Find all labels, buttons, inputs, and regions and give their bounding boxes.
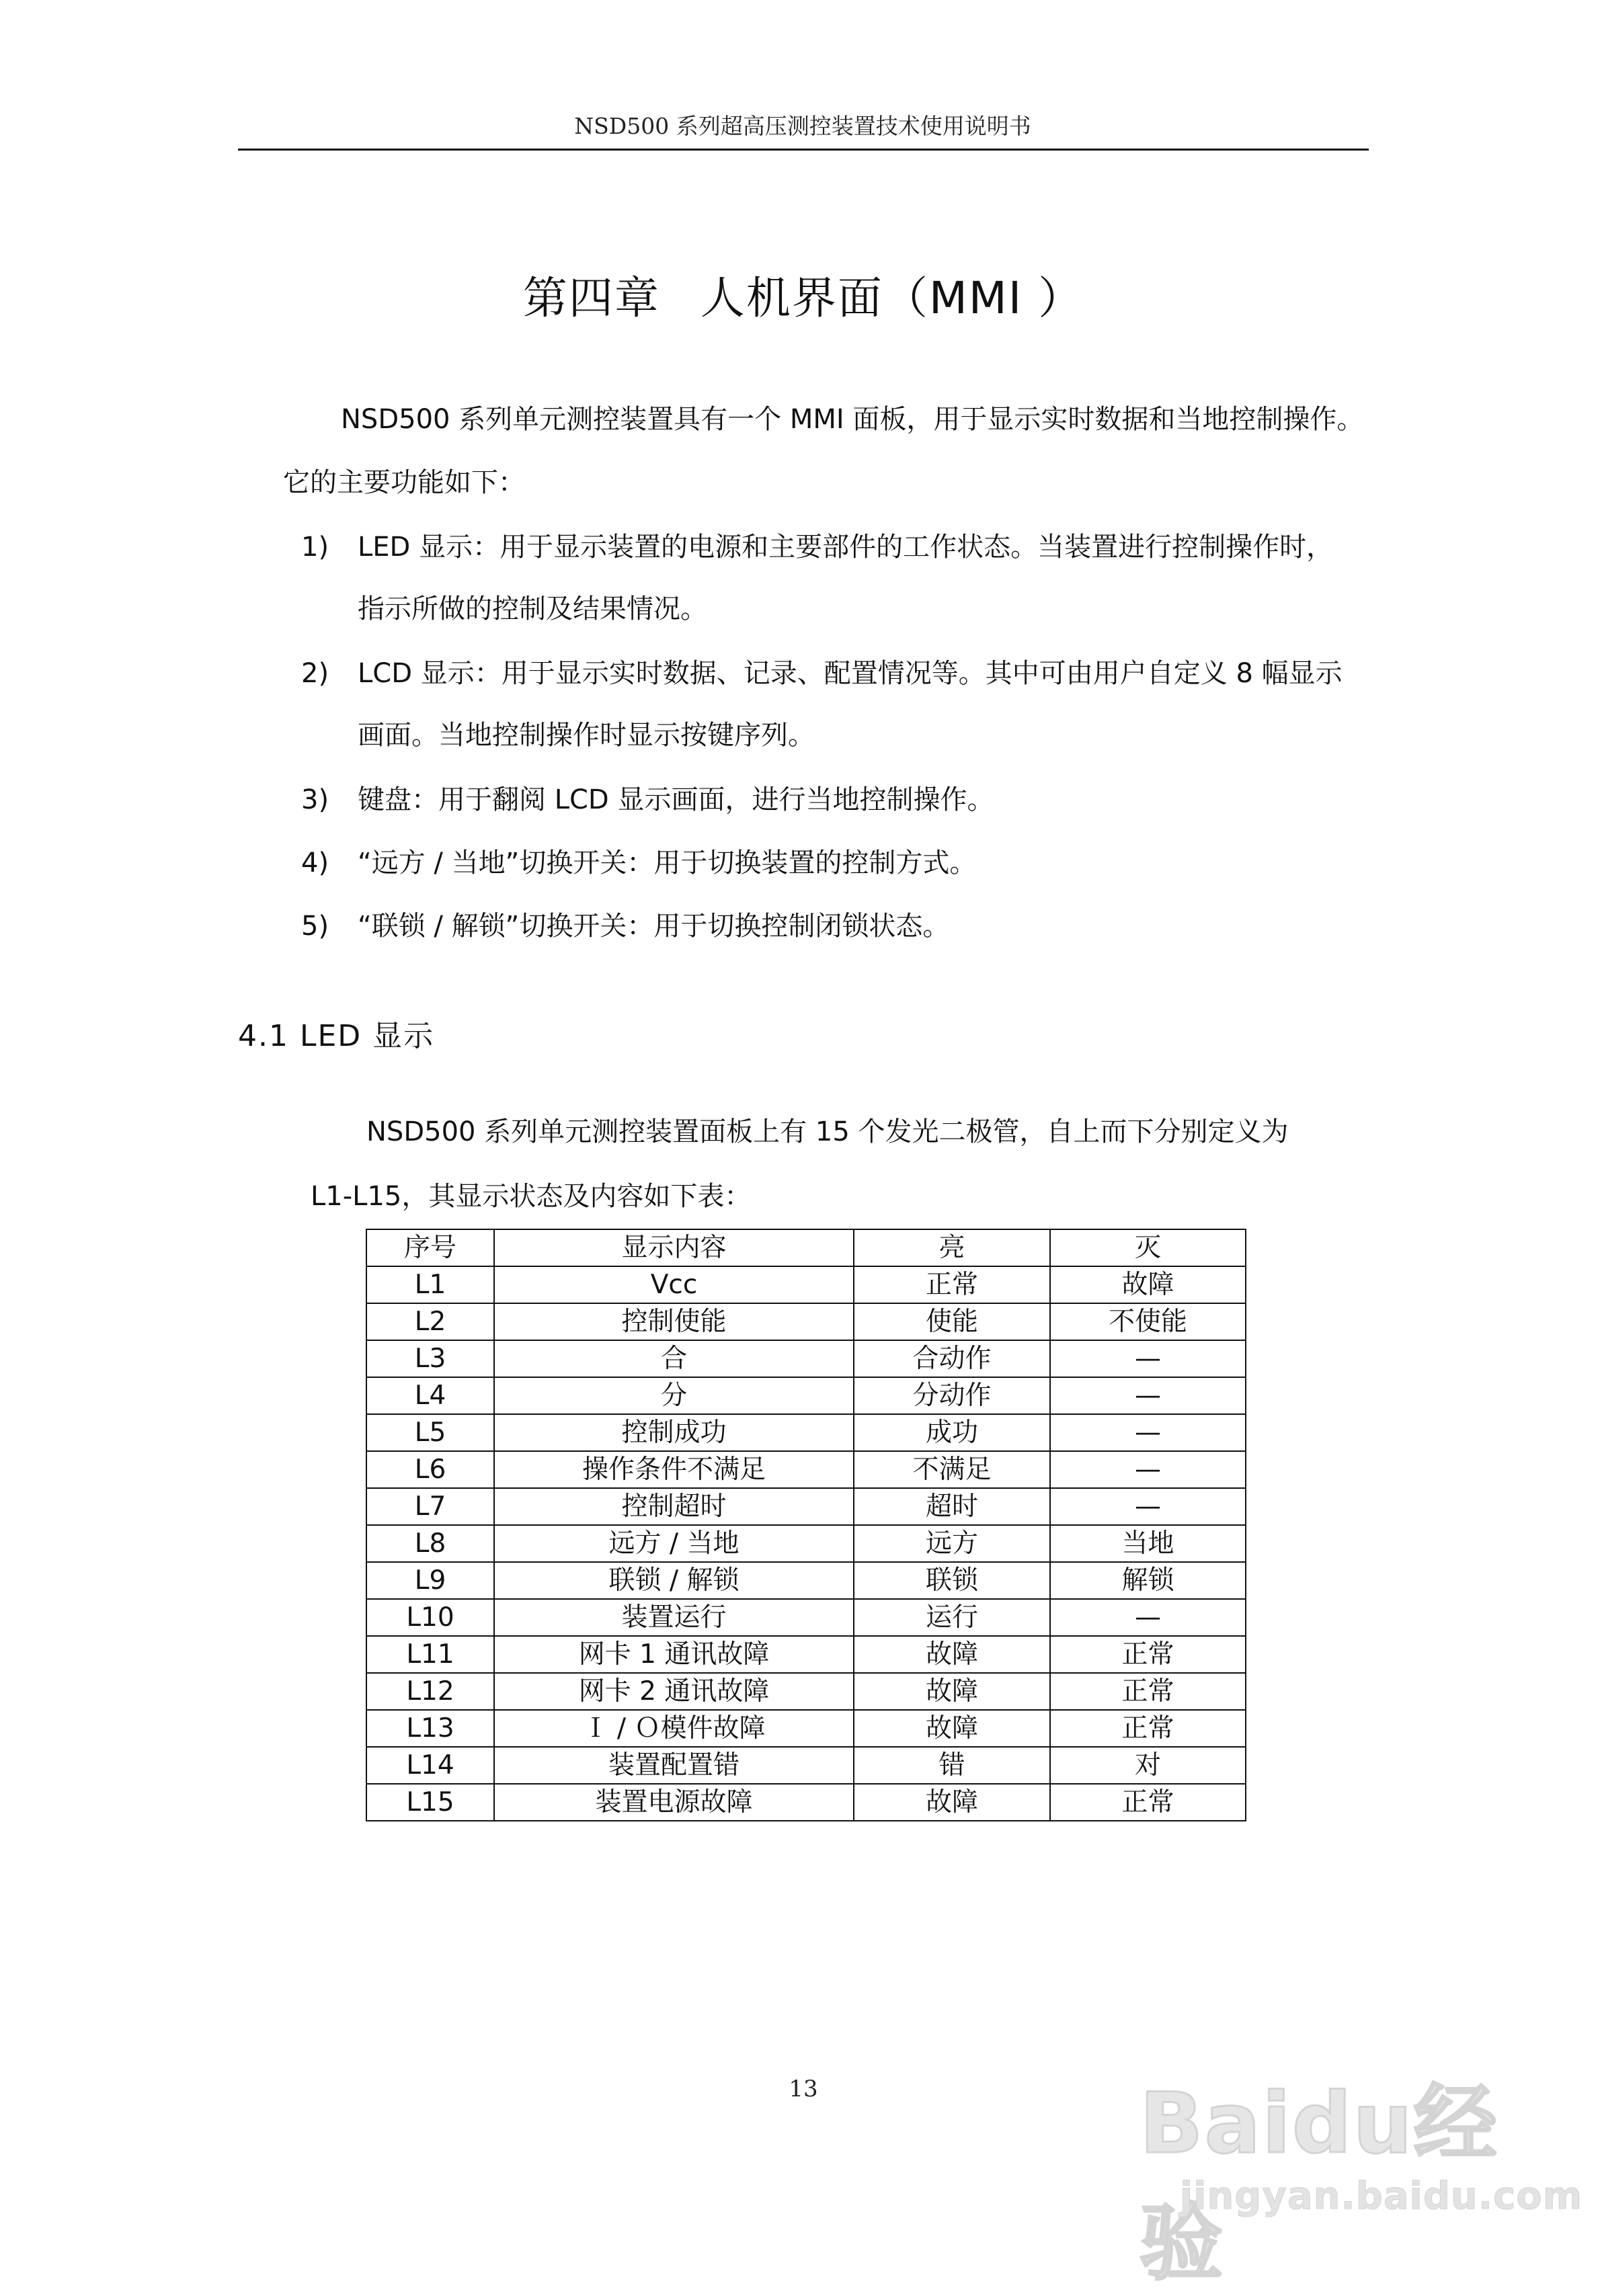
table-row bbox=[366, 1340, 1246, 1377]
led-off-state: — bbox=[1050, 1377, 1246, 1414]
led-id: L10 bbox=[366, 1599, 494, 1636]
led-on-state: 联锁 bbox=[854, 1562, 1050, 1599]
led-off-state: 当地 bbox=[1050, 1525, 1246, 1562]
led-content: 网卡 2 通讯故障 bbox=[494, 1673, 854, 1710]
led-on-state: 成功 bbox=[854, 1414, 1050, 1451]
column-header-content: 显示内容 bbox=[494, 1229, 854, 1266]
table-row bbox=[366, 1414, 1246, 1451]
led-id: L5 bbox=[366, 1414, 494, 1451]
led-off-state: 正常 bbox=[1050, 1710, 1246, 1747]
table-row bbox=[366, 1747, 1246, 1784]
watermark-logo: Baidu经验 bbox=[1139, 2076, 1498, 2292]
led-id: L8 bbox=[366, 1525, 494, 1562]
led-table bbox=[366, 1229, 1246, 1821]
feature-text: “联锁 / 解锁”切换开关：用于切换控制闭锁状态。 bbox=[358, 911, 950, 942]
table-row bbox=[366, 1488, 1246, 1525]
led-on-state: 故障 bbox=[854, 1710, 1050, 1747]
led-off-state: 解锁 bbox=[1050, 1562, 1246, 1599]
led-id: L14 bbox=[366, 1747, 494, 1784]
table-row bbox=[366, 1525, 1246, 1562]
led-off-state: — bbox=[1050, 1599, 1246, 1636]
led-off-state: — bbox=[1050, 1488, 1246, 1525]
led-id: L9 bbox=[366, 1562, 494, 1599]
page-number: 13 bbox=[789, 2076, 818, 2102]
led-on-state: 故障 bbox=[854, 1673, 1050, 1710]
led-id: L2 bbox=[366, 1303, 494, 1340]
led-on-state: 故障 bbox=[854, 1784, 1050, 1821]
led-id: L15 bbox=[366, 1784, 494, 1821]
led-off-state: 正常 bbox=[1050, 1784, 1246, 1821]
led-content: 装置电源故障 bbox=[494, 1784, 854, 1821]
watermark bbox=[1139, 2043, 1583, 2292]
led-content: 操作条件不满足 bbox=[494, 1451, 854, 1488]
led-content: 装置配置错 bbox=[494, 1747, 854, 1784]
led-content: 合 bbox=[494, 1340, 854, 1377]
led-off-state: — bbox=[1050, 1340, 1246, 1377]
led-content: 控制超时 bbox=[494, 1488, 854, 1525]
table-row bbox=[366, 1303, 1246, 1340]
feature-text: “远方 / 当地”切换开关：用于切换装置的控制方式。 bbox=[358, 848, 977, 878]
section-text-line-2: L1-L15，其显示状态及内容如下表： bbox=[311, 1181, 752, 1212]
led-content: Vcc bbox=[494, 1266, 854, 1303]
column-header-on: 亮 bbox=[854, 1229, 1050, 1266]
table-row bbox=[366, 1673, 1246, 1710]
led-content: 远方 / 当地 bbox=[494, 1525, 854, 1562]
led-on-state: 远方 bbox=[854, 1525, 1050, 1562]
intro-line-2: 它的主要功能如下： bbox=[283, 467, 525, 498]
chapter-number: 第四章 bbox=[522, 272, 660, 324]
column-header-index: 序号 bbox=[366, 1229, 494, 1266]
led-on-state: 错 bbox=[854, 1747, 1050, 1784]
section-heading: 4.1 LED 显示 bbox=[238, 1019, 435, 1053]
led-id: L4 bbox=[366, 1377, 494, 1414]
led-content: 联锁 / 解锁 bbox=[494, 1562, 854, 1599]
feature-number: 3) bbox=[301, 784, 329, 815]
led-on-state: 分动作 bbox=[854, 1377, 1050, 1414]
feature-number: 2) bbox=[301, 658, 329, 689]
led-content: 控制使能 bbox=[494, 1303, 854, 1340]
table-row bbox=[366, 1710, 1246, 1747]
led-id: L13 bbox=[366, 1710, 494, 1747]
led-on-state: 使能 bbox=[854, 1303, 1050, 1340]
table-row bbox=[366, 1377, 1246, 1414]
chapter-name: 人机界面（MMI ） bbox=[700, 272, 1084, 324]
table-row bbox=[366, 1266, 1246, 1303]
led-on-state: 合动作 bbox=[854, 1340, 1050, 1377]
led-on-state: 正常 bbox=[854, 1266, 1050, 1303]
feature-text-cont: 画面。当地控制操作时显示按键序列。 bbox=[358, 720, 815, 751]
led-id: L6 bbox=[366, 1451, 494, 1488]
led-content: 网卡 1 通讯故障 bbox=[494, 1636, 854, 1673]
section-text-line-1: NSD500 系列单元测控装置面板上有 15 个发光二极管，自上而下分别定义为 bbox=[366, 1116, 1289, 1147]
led-content: 分 bbox=[494, 1377, 854, 1414]
feature-text: 键盘：用于翻阅 LCD 显示画面，进行当地控制操作。 bbox=[358, 784, 994, 815]
led-content: 装置运行 bbox=[494, 1599, 854, 1636]
led-on-state: 超时 bbox=[854, 1488, 1050, 1525]
led-on-state: 故障 bbox=[854, 1636, 1050, 1673]
led-table-body bbox=[366, 1266, 1246, 1821]
feature-number: 4) bbox=[301, 848, 329, 878]
feature-number: 1) bbox=[301, 532, 329, 563]
led-id: L12 bbox=[366, 1673, 494, 1710]
header-rule bbox=[238, 149, 1369, 151]
table-row bbox=[366, 1784, 1246, 1821]
feature-text: LCD 显示：用于显示实时数据、记录、配置情况等。其中可由用户自定义 8 幅显示 bbox=[358, 658, 1343, 689]
led-off-state: — bbox=[1050, 1414, 1246, 1451]
led-table-header bbox=[366, 1229, 1246, 1266]
led-off-state: 对 bbox=[1050, 1747, 1246, 1784]
led-content: Ｉ / Ｏ模件故障 bbox=[494, 1710, 854, 1747]
led-off-state: 正常 bbox=[1050, 1636, 1246, 1673]
table-row bbox=[366, 1636, 1246, 1673]
running-header: NSD500 系列超高压测控装置技术使用说明书 bbox=[574, 113, 1031, 139]
led-on-state: 运行 bbox=[854, 1599, 1050, 1636]
led-id: L1 bbox=[366, 1266, 494, 1303]
led-content: 控制成功 bbox=[494, 1414, 854, 1451]
led-off-state: 故障 bbox=[1050, 1266, 1246, 1303]
table-row bbox=[366, 1599, 1246, 1636]
table-header-row bbox=[366, 1229, 1246, 1266]
led-on-state: 不满足 bbox=[854, 1451, 1050, 1488]
led-id: L3 bbox=[366, 1340, 494, 1377]
led-off-state: 正常 bbox=[1050, 1673, 1246, 1710]
intro-line-1: NSD500 系列单元测控装置具有一个 MMI 面板，用于显示实时数据和当地控制操作。 bbox=[341, 404, 1364, 435]
table-row bbox=[366, 1562, 1246, 1599]
feature-text-cont: 指示所做的控制及结果情况。 bbox=[358, 593, 707, 624]
watermark-url: jingyan.baidu.com bbox=[1180, 2174, 1583, 2218]
led-id: L7 bbox=[366, 1488, 494, 1525]
led-off-state: — bbox=[1050, 1451, 1246, 1488]
table-row bbox=[366, 1451, 1246, 1488]
feature-text: LED 显示：用于显示装置的电源和主要部件的工作状态。当装置进行控制操作时， bbox=[358, 532, 1334, 563]
led-id: L11 bbox=[366, 1636, 494, 1673]
column-header-off: 灭 bbox=[1050, 1229, 1246, 1266]
led-off-state: 不使能 bbox=[1050, 1303, 1246, 1340]
feature-number: 5) bbox=[301, 911, 329, 942]
chapter-title bbox=[238, 262, 1369, 326]
